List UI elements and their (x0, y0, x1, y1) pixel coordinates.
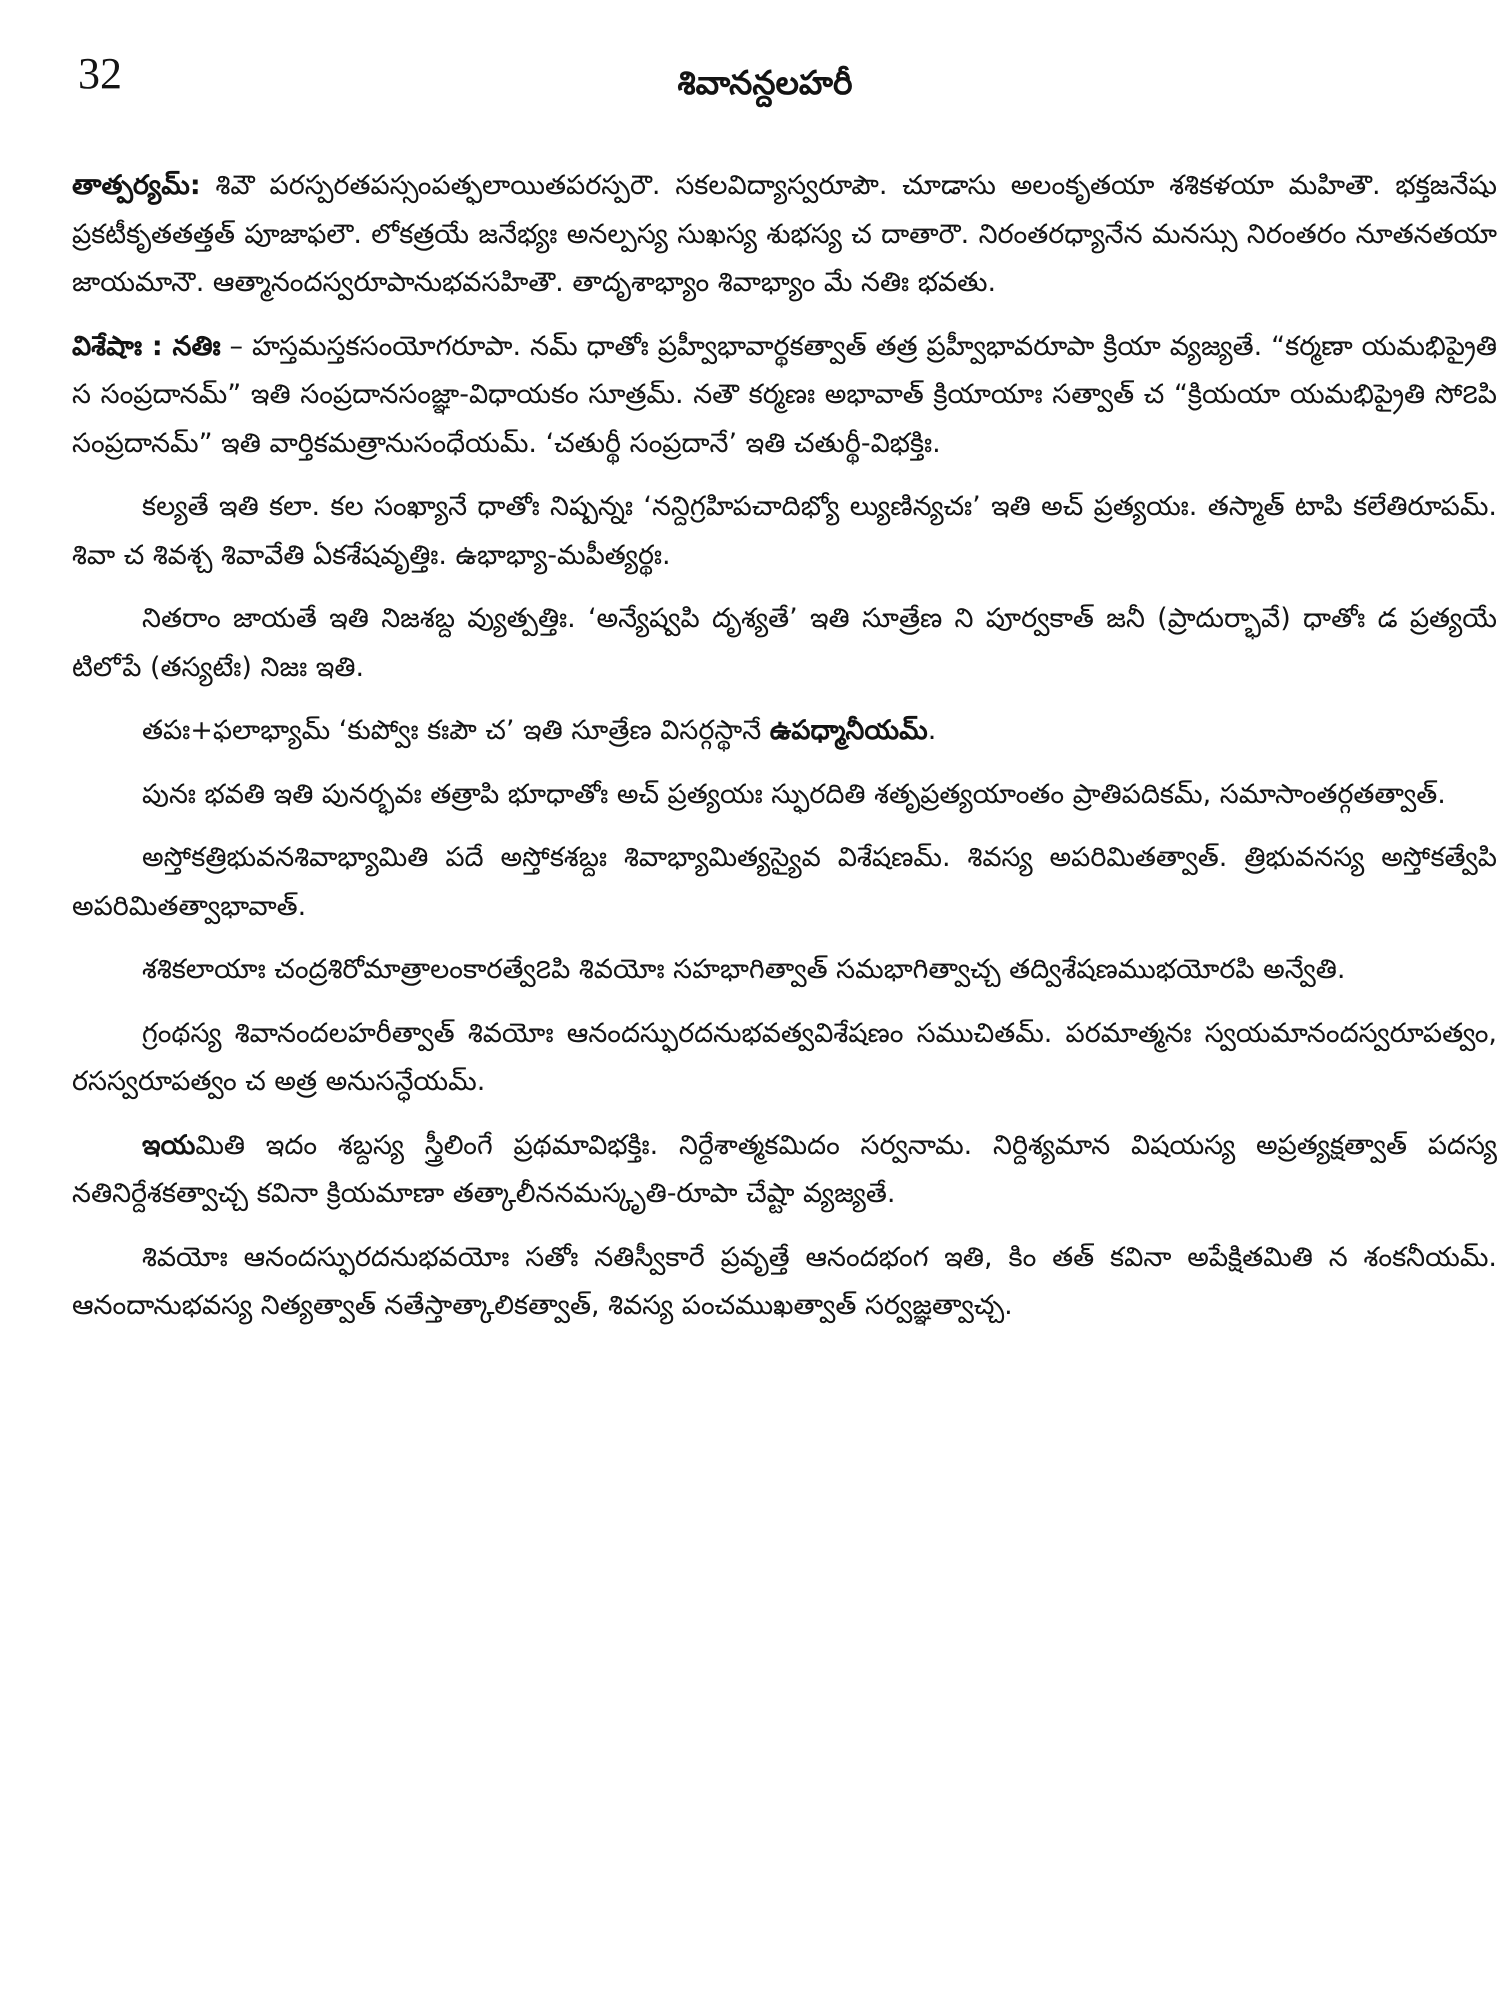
paragraph-nija (72, 595, 1497, 692)
paragraph-text: తపః+ఫలాభ్యామ్ ‘కుప్వోః కఃపౌ చ’ ఇతి సూత్రేణ విసర్గస్థానే (142, 715, 770, 746)
paragraph-shashikala (72, 946, 1497, 995)
paragraph-text: నితరాం జాయతే ఇతి నిజశబ్ద వ్యుత్పత్తిః. ‘అన్యేష్వపి దృశ్యతే’ ఇతి సూత్రేణ ని పూర్వకాత్ జనీ (ప్రాదుర్భావే) ధాతోః డ ప్రత్యయే టిలోపే (తస్యటేః) నిజః ఇతి. (72, 603, 1497, 683)
paragraph-tatparyam (72, 162, 1497, 308)
paragraph-lead: తాత్పర్యమ్: (72, 170, 201, 201)
paragraph-lead: ఇయ (142, 1129, 196, 1161)
paragraph-granthasya (72, 1010, 1497, 1107)
paragraph-text: కల్యతే ఇతి కలా. కల సంఖ్యానే ధాతోః నిష్పన్నః ‘నన్దిగ్రహిపచాదిభ్యో ల్యుణిన్యచః’ ఇతి అచ్ ప్రత్యయః. తస్మాత్ టాపి కలేతిరూపమ్. శివా చ శివశ్చ శివావేతి ఏకశేషవృత్తిః. ఉభాభ్యా-మపీత్యర్థః. (72, 491, 1497, 571)
paragraph-shivayoh (72, 1234, 1497, 1331)
page-body (72, 162, 1497, 1346)
paragraph-emphasis: ఉపధ్మానీయమ్ (769, 715, 928, 746)
paragraph-iyam (72, 1122, 1497, 1219)
paragraph-text: శశికలాయాః చంద్రశిరోమాత్రాలంకారత్వే౭పి శివయోః సహభాగిత్వాత్ సమభాగిత్వాచ్చ తద్విశేషణముభయోరపి అన్వేతి. (142, 954, 1346, 985)
paragraph-visheshah (72, 323, 1497, 469)
running-head-title: శివానన్దలహరీ (677, 63, 853, 102)
paragraph-text: గ్రంథస్య శివానందలహరీత్వాత్ శివయోః ఆనందస్ఫురదనుభవత్వవిశేషణం సముచితమ్. పరమాత్మనః స్వయమానందస్వరూపత్వం, రసస్వరూపత్వం చ అత్ర అనుసన్ధేయమ్. (72, 1017, 1497, 1097)
paragraph-kala (72, 483, 1497, 580)
paragraph-tapah-phala (72, 707, 1497, 756)
paragraph-text: – హస్తమస్తకసంయోగరూపా. నమ్ ధాతోః ప్రహ్వీభావార్థకత్వాత్ తత్ర ప్రహ్వీభావరూపా క్రియా వ్యజ్యతే. “కర్మణా యమభిప్రైతి స సంప్రదానమ్” ఇతి సంప్రదానసంజ్ఞా-విధాయకం సూత్రమ్. నతౌ కర్మణః అభావాత్ క్రియాయాః సత్వాత్ చ “క్రియయా యమభిప్రైతి సో౭పి సంప్రదానమ్” ఇతి వార్తికమత్రానుసంధేయమ్. ‘చతుర్థీ సంప్రదానే’ ఇతి చతుర్థీ-విభక్తిః. (72, 330, 1498, 459)
paragraph-text: పునః భవతి ఇతి పునర్భవః తత్రాపి భూధాతోః అచ్ ప్రత్యయః స్ఫురదితి శతృప్రత్యయాంతం ప్రాతిపదికమ్, సమాసాంతర్గతత్వాత్. (142, 778, 1446, 810)
paragraph-text: శివయోః ఆనందస్ఫురదనుభవయోః సతోః నతిస్వీకారే ప్రవృత్తే ఆనందభంగ ఇతి, కిం తత్ కవినా అపేక్షితమితి న శంకనీయమ్. ఆనందానుభవస్య నిత్యత్వాత్ నతేస్తాత్కాలికత్వాత్, శివస్య పంచముఖత్వాత్ సర్వజ్ఞత్వాచ్చ. (72, 1241, 1497, 1321)
paragraph-punarbhava (72, 771, 1497, 820)
paragraph-text: శివౌ పరస్పరతపస్సంపత్ఫలాయితపరస్పరౌ. సకలవిద్యాస్వరూపౌ. చూడాసు అలంకృతయా శశికళయా మహితౌ. భక్తజనేషు ప్రకటీకృతతత్తత్ పూజాఫలౌ. లోకత్రయే జనేభ్యః అనల్పస్య సుఖస్య శుభస్య చ దాతారౌ. నిరంతరధ్యానేన మనస్సు నిరంతరం నూతనతయా జాయమానౌ. ఆత్మానందస్వరూపానుభవసహితౌ. తాదృశాభ్యాం శివాభ్యాం మే నతిః భవతు. (72, 170, 1497, 298)
paragraph-text: మితి ఇదం శబ్దస్య స్త్రీలింగే ప్రథమావిభక్తిః. నిర్దేశాత్మకమిదం సర్వనామ. నిర్దిశ్యమాన విషయస్య అప్రత్యక్షత్వాత్ పదస్య నతినిర్దేశకత్వాచ్చ కవినా క్రియమాణా తత్కాలీననమస్కృతి-రూపా చేష్టా వ్యజ్యతే. (72, 1129, 1497, 1209)
paragraph-tail: . (927, 715, 937, 746)
paragraph-lead: విశేషాః : నతిః (72, 330, 221, 362)
page-number: 32 (78, 49, 122, 98)
paragraph-astoka (72, 834, 1497, 931)
paragraph-text: అస్తోకత్రిభువనశివాభ్యామితి పదే అస్తోకశబ్దః శివాభ్యామిత్యస్యైవ విశేషణమ్. శివస్య అపరిమితత్వాత్. త్రిభువనస్య అస్తోకత్వేపి అపరిమితత్వాభావాత్. (72, 842, 1497, 922)
